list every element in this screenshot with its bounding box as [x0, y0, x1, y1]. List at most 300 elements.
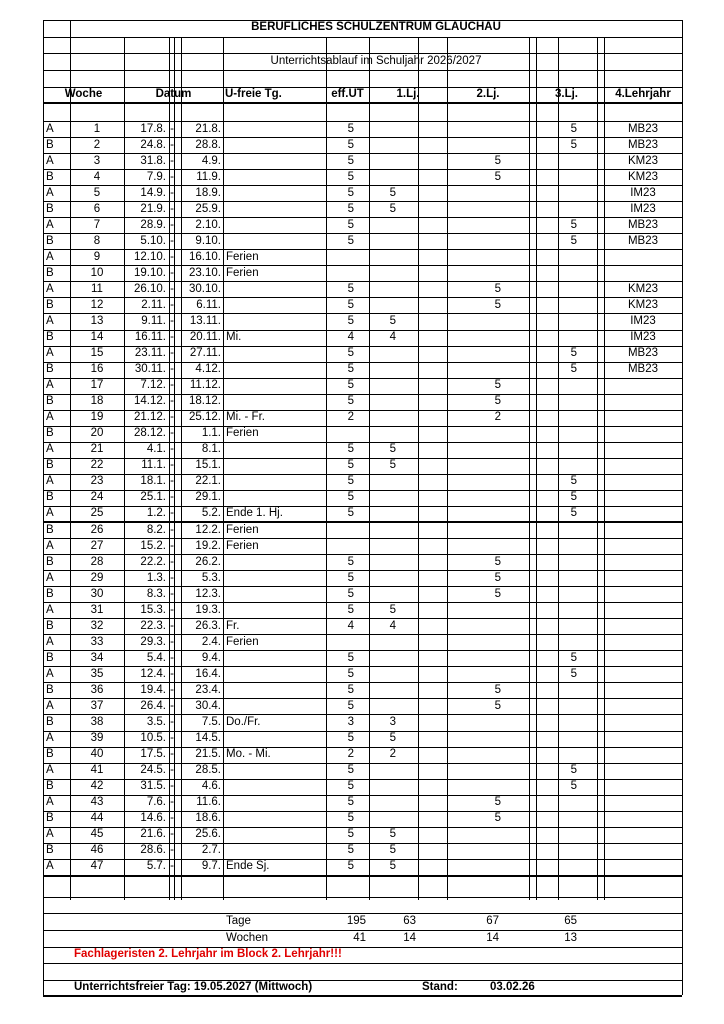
row-week-number: 26 [90, 524, 104, 536]
row-lj3: 5 [570, 507, 577, 519]
row-date-to: 25.6. [195, 828, 221, 840]
row-date-from: 23.11. [134, 347, 166, 359]
row-date-from: 9.11. [141, 315, 166, 327]
totals-tage-lj2: 67 [486, 915, 499, 927]
row-date-from: 22.3. [140, 620, 166, 632]
row-date-from: 19.4. [140, 684, 166, 696]
row-lj4: MB23 [627, 139, 659, 151]
row-week-number: 38 [90, 716, 104, 728]
row-date-to: 13.11. [189, 315, 221, 327]
row-date-to: 16.10. [189, 251, 221, 263]
row-lj1: 4 [389, 331, 396, 343]
row-note: Do./Fr. [226, 716, 261, 728]
row-date-dash: - [170, 556, 174, 568]
row-ab-week: A [46, 123, 54, 135]
row-week-number: 34 [90, 652, 104, 664]
row-date-from: 8.2. [146, 524, 166, 536]
row-lj1: 2 [389, 748, 396, 760]
row-lj2: 5 [494, 700, 501, 712]
row-effut: 5 [347, 796, 354, 808]
col-header-datum: Datum [155, 88, 192, 100]
row-lj3: 5 [570, 668, 577, 680]
row-effut: 5 [347, 700, 354, 712]
row-lj4: MB23 [627, 219, 659, 231]
row-lj1: 3 [389, 716, 396, 728]
stand-label: Stand: [422, 981, 458, 993]
row-date-to: 4.9. [201, 155, 221, 167]
row-ab-week: B [46, 524, 54, 536]
row-lj2: 5 [494, 395, 501, 407]
row-date-from: 11.1. [141, 459, 166, 471]
row-date-to: 20.11. [189, 331, 221, 343]
row-lj4: MB23 [627, 363, 659, 375]
row-lj4: MB23 [627, 123, 659, 135]
row-date-dash: - [170, 411, 174, 423]
row-date-from: 17.8. [140, 123, 166, 135]
row-date-to: 9.10. [195, 235, 221, 247]
row-ab-week: B [46, 716, 54, 728]
row-effut: 5 [347, 395, 354, 407]
row-date-dash: - [170, 588, 174, 600]
header-rule [43, 37, 682, 38]
row-effut: 5 [347, 155, 354, 167]
row-note: Fr. [226, 620, 240, 632]
row-date-from: 22.2. [140, 556, 166, 568]
row-date-from: 1.2. [146, 507, 166, 519]
row-date-from: 5.4. [146, 652, 166, 664]
row-date-to: 5.3. [201, 572, 221, 584]
row-date-dash: - [170, 716, 174, 728]
row-lj2: 5 [494, 379, 501, 391]
row-lj4: MB23 [627, 235, 659, 247]
row-date-to: 9.7. [201, 860, 221, 872]
row-ab-week: B [46, 395, 54, 407]
row-date-dash: - [170, 315, 174, 327]
row-week-number: 32 [90, 620, 104, 632]
totals-wochen-lj2: 14 [486, 932, 499, 944]
row-date-to: 26.3. [195, 620, 221, 632]
row-date-dash: - [170, 620, 174, 632]
row-week-number: 31 [90, 604, 104, 616]
row-note: Ferien [226, 540, 259, 552]
row-week-number: 39 [90, 732, 104, 744]
row-effut: 5 [347, 171, 354, 183]
row-date-from: 2.11. [141, 299, 166, 311]
row-date-to: 4.12. [195, 363, 221, 375]
row-ab-week: A [46, 700, 54, 712]
row-date-to: 21.5. [195, 748, 221, 760]
row-date-to: 28.5. [195, 764, 221, 776]
row-effut: 5 [347, 283, 354, 295]
school-title: BERUFLICHES SCHULZENTRUM GLAUCHAU [251, 21, 501, 33]
row-date-to: 1.1. [201, 427, 221, 439]
row-effut: 5 [347, 780, 354, 792]
row-date-dash: - [170, 203, 174, 215]
row-date-dash: - [170, 171, 174, 183]
row-effut: 5 [347, 507, 354, 519]
row-date-dash: - [170, 796, 174, 808]
row-week-number: 22 [90, 459, 104, 471]
row-date-from: 24.8. [140, 139, 166, 151]
row-date-to: 12.3. [195, 588, 221, 600]
row-effut: 5 [347, 556, 354, 568]
row-date-from: 8.3. [146, 588, 166, 600]
row-lj1: 4 [389, 620, 396, 632]
row-date-dash: - [170, 459, 174, 471]
row-note: Mi. [226, 331, 242, 343]
row-date-from: 28.12. [134, 427, 166, 439]
row-date-from: 1.3. [146, 572, 166, 584]
row-date-from: 26.10. [134, 283, 166, 295]
row-date-dash: - [170, 668, 174, 680]
row-note: Ferien [226, 524, 259, 536]
row-ab-week: B [46, 139, 54, 151]
row-ab-week: B [46, 427, 54, 439]
row-effut: 5 [347, 604, 354, 616]
row-week-number: 41 [90, 764, 104, 776]
row-date-from: 16.11. [134, 331, 166, 343]
row-date-dash: - [170, 331, 174, 343]
stand-date: 03.02.26 [490, 981, 535, 993]
row-lj4: KM23 [627, 283, 659, 295]
row-effut: 2 [347, 411, 354, 423]
row-week-number: 37 [90, 700, 104, 712]
row-ab-week: A [46, 251, 54, 263]
row-lj2: 5 [494, 299, 501, 311]
row-date-to: 8.1. [201, 443, 221, 455]
row-effut: 5 [347, 379, 354, 391]
row-date-from: 21.12. [134, 411, 166, 423]
row-effut: 5 [347, 299, 354, 311]
row-week-number: 33 [90, 636, 104, 648]
row-effut: 5 [347, 187, 354, 199]
row-lj3: 5 [570, 491, 577, 503]
row-lj3: 5 [570, 475, 577, 487]
row-date-from: 12.10. [134, 251, 166, 263]
row-week-number: 8 [93, 235, 101, 247]
row-week-number: 14 [90, 331, 104, 343]
outer-bottom-border [43, 995, 682, 997]
row-date-dash: - [170, 652, 174, 664]
row-lj2: 5 [494, 796, 501, 808]
row-effut: 5 [347, 203, 354, 215]
row-date-to: 30.4. [195, 700, 221, 712]
row-lj3: 5 [570, 780, 577, 792]
row-week-number: 30 [90, 588, 104, 600]
row-lj4: KM23 [627, 299, 659, 311]
row-week-number: 21 [90, 443, 104, 455]
row-date-to: 16.4. [195, 668, 221, 680]
row-effut: 5 [347, 363, 354, 375]
row-week-number: 10 [90, 267, 104, 279]
row-ab-week: A [46, 732, 54, 744]
row-date-dash: - [170, 251, 174, 263]
row-date-to: 6.11. [196, 299, 221, 311]
row-effut: 5 [347, 235, 354, 247]
row-date-from: 14.12. [134, 395, 166, 407]
row-lj3: 5 [570, 363, 577, 375]
row-ab-week: B [46, 844, 54, 856]
row-date-from: 28.9. [140, 219, 166, 231]
row-date-to: 12.2. [195, 524, 221, 536]
row-lj1: 5 [389, 203, 396, 215]
row-date-to: 22.1. [195, 475, 221, 487]
row-ab-week: A [46, 636, 54, 648]
row-ab-week: B [46, 171, 54, 183]
row-lj4: IM23 [630, 315, 656, 327]
row-effut: 5 [347, 443, 354, 455]
row-date-dash: - [170, 299, 174, 311]
row-ab-week: A [46, 860, 54, 872]
row-effut: 3 [347, 716, 354, 728]
row-week-number: 44 [90, 812, 104, 824]
row-week-number: 45 [90, 828, 104, 840]
row-date-from: 30.11. [134, 363, 166, 375]
row-week-number: 24 [90, 491, 104, 503]
row-date-to: 2.4. [201, 636, 221, 648]
row-date-to: 11.12. [189, 379, 221, 391]
row-week-number: 40 [90, 748, 104, 760]
col-header-lj2: 2.Lj. [476, 88, 500, 100]
totals-wochen-lj3: 13 [564, 932, 577, 944]
row-date-to: 5.2. [201, 507, 221, 519]
row-effut: 5 [347, 459, 354, 471]
col-header-lj4: 4.Lehrjahr [615, 88, 671, 100]
row-date-dash: - [170, 700, 174, 712]
row-ab-week: B [46, 235, 54, 247]
row-effut: 5 [347, 475, 354, 487]
row-effut: 5 [347, 684, 354, 696]
row-lj2: 5 [494, 572, 501, 584]
row-lj2: 5 [494, 283, 501, 295]
row-week-number: 5 [93, 187, 101, 199]
row-ab-week: A [46, 187, 54, 199]
row-date-to: 18.6. [195, 812, 221, 824]
row-date-dash: - [170, 828, 174, 840]
row-lj4: IM23 [630, 203, 656, 215]
row-week-number: 15 [90, 347, 104, 359]
row-date-dash: - [170, 812, 174, 824]
totals-rule [43, 963, 682, 964]
row-lj2: 5 [494, 155, 501, 167]
row-ab-week: A [46, 828, 54, 840]
row-date-from: 12.4. [140, 668, 166, 680]
row-ab-week: B [46, 203, 54, 215]
row-lj3: 5 [570, 764, 577, 776]
row-date-to: 14.5. [195, 732, 221, 744]
totals-wochen-lj1: 14 [403, 932, 416, 944]
row-ab-week: A [46, 540, 54, 552]
row-week-number: 36 [90, 684, 104, 696]
column-rule [597, 37, 598, 900]
row-date-dash: - [170, 748, 174, 760]
row-week-number: 20 [90, 427, 104, 439]
row-date-to: 4.6. [201, 780, 221, 792]
row-lj3: 5 [570, 123, 577, 135]
row-lj1: 5 [389, 459, 396, 471]
row-ab-week: B [46, 363, 54, 375]
row-lj4: MB23 [627, 347, 659, 359]
row-ab-week: A [46, 796, 54, 808]
row-date-dash: - [170, 491, 174, 503]
row-date-to: 28.8. [195, 139, 221, 151]
row-week-number: 43 [90, 796, 104, 808]
row-lj1: 5 [389, 828, 396, 840]
row-ab-week: A [46, 411, 54, 423]
col-header-ufrei: U-freie Tg. [225, 88, 282, 100]
row-date-from: 14.9. [140, 187, 166, 199]
row-date-dash: - [170, 219, 174, 231]
row-effut: 4 [347, 620, 354, 632]
row-date-dash: - [170, 379, 174, 391]
row-date-dash: - [170, 347, 174, 359]
row-lj3: 5 [570, 235, 577, 247]
row-week-number: 46 [90, 844, 104, 856]
row-week-number: 17 [90, 379, 104, 391]
row-lj2: 5 [494, 588, 501, 600]
row-date-to: 2.7. [201, 844, 221, 856]
row-date-to: 9.4. [201, 652, 221, 664]
row-lj3: 5 [570, 139, 577, 151]
row-date-from: 18.1. [140, 475, 166, 487]
row-date-dash: - [170, 363, 174, 375]
row-effut: 5 [347, 812, 354, 824]
schedule-subtitle: Unterrichtsablauf im Schuljahr 2026/2027 [270, 55, 482, 67]
row-lj1: 5 [389, 860, 396, 872]
row-date-to: 27.11. [189, 347, 221, 359]
row-date-dash: - [170, 636, 174, 648]
row-note: Mo. - Mi. [226, 748, 271, 760]
row-effut: 5 [347, 652, 354, 664]
row-week-number: 28 [90, 556, 104, 568]
row-week-number: 23 [90, 475, 104, 487]
row-ab-week: A [46, 347, 54, 359]
row-lj4: IM23 [630, 187, 656, 199]
body-bottom-rule [43, 875, 682, 877]
row-date-from: 5.7. [146, 860, 166, 872]
row-ab-week: B [46, 780, 54, 792]
row-date-from: 25.1. [140, 491, 166, 503]
row-effut: 5 [347, 315, 354, 327]
row-lj3: 5 [570, 652, 577, 664]
row-lj2: 5 [494, 556, 501, 568]
row-lj1: 5 [389, 604, 396, 616]
row-date-from: 31.8. [140, 155, 166, 167]
half-year-rule [43, 521, 682, 523]
row-lj1: 5 [389, 315, 396, 327]
row-note: Ende 1. Hj. [226, 507, 283, 519]
row-date-to: 23.10. [189, 267, 221, 279]
row-date-to: 18.12. [189, 395, 221, 407]
row-date-to: 15.1. [195, 459, 221, 471]
totals-wochen-label: Wochen [226, 932, 268, 944]
totals-wochen-effut: 41 [353, 932, 366, 944]
row-week-number: 35 [90, 668, 104, 680]
row-date-from: 10.5. [140, 732, 166, 744]
row-date-from: 24.5. [140, 764, 166, 776]
row-effut: 5 [347, 588, 354, 600]
row-ab-week: B [46, 267, 54, 279]
row-week-number: 13 [90, 315, 104, 327]
column-rule [418, 37, 419, 900]
row-date-from: 7.12. [140, 379, 166, 391]
row-ab-week: A [46, 379, 54, 391]
totals-tage-effut: 195 [346, 915, 366, 927]
row-ab-week: A [46, 155, 54, 167]
row-effut: 5 [347, 860, 354, 872]
row-ab-week: B [46, 556, 54, 568]
row-date-dash: - [170, 860, 174, 872]
row-date-from: 14.6. [140, 812, 166, 824]
row-effut: 5 [347, 139, 354, 151]
free-day-note: Unterrichtsfreier Tag: 19.05.2027 (Mittwoch) [74, 981, 313, 993]
row-date-dash: - [170, 475, 174, 487]
row-date-to: 11.9. [196, 171, 221, 183]
row-date-from: 31.5. [140, 780, 166, 792]
row-effut: 4 [347, 331, 354, 343]
row-date-dash: - [170, 443, 174, 455]
row-date-to: 25.12. [189, 411, 221, 423]
row-date-dash: - [170, 267, 174, 279]
row-ab-week: B [46, 652, 54, 664]
row-date-from: 7.9. [146, 171, 166, 183]
row-date-from: 21.9. [140, 203, 166, 215]
row-lj2: 5 [494, 684, 501, 696]
block-notice: Fachlageristen 2. Lehrjahr im Block 2. Lehrjahr!!! [74, 948, 342, 960]
row-date-dash: - [170, 524, 174, 536]
row-effut: 5 [347, 828, 354, 840]
row-date-to: 21.8. [195, 123, 221, 135]
totals-tage-lj3: 65 [564, 915, 577, 927]
row-note: Ferien [226, 251, 259, 263]
row-effut: 5 [347, 347, 354, 359]
row-ab-week: A [46, 572, 54, 584]
row-date-from: 17.5. [140, 748, 166, 760]
row-ab-week: B [46, 684, 54, 696]
row-ab-week: A [46, 475, 54, 487]
row-effut: 5 [347, 572, 354, 584]
row-lj1: 5 [389, 732, 396, 744]
row-effut: 5 [347, 844, 354, 856]
row-date-dash: - [170, 732, 174, 744]
row-date-to: 2.10. [195, 219, 221, 231]
row-week-number: 6 [93, 203, 101, 215]
row-date-dash: - [170, 235, 174, 247]
row-lj2: 2 [494, 411, 501, 423]
row-date-dash: - [170, 507, 174, 519]
row-week-number: 16 [90, 363, 104, 375]
outer-right-border [682, 20, 683, 995]
row-date-from: 28.6. [140, 844, 166, 856]
row-date-from: 21.6. [140, 828, 166, 840]
row-ab-week: A [46, 443, 54, 455]
col-header-effut: eff.UT [331, 88, 364, 100]
row-lj2: 5 [494, 171, 501, 183]
row-lj1: 5 [389, 844, 396, 856]
row-lj2: 5 [494, 812, 501, 824]
row-effut: 5 [347, 764, 354, 776]
row-note: Ferien [226, 636, 259, 648]
row-date-dash: - [170, 604, 174, 616]
row-date-to: 11.6. [196, 796, 221, 808]
row-date-from: 19.10. [134, 267, 166, 279]
row-date-dash: - [170, 139, 174, 151]
row-date-to: 30.10. [189, 283, 221, 295]
row-date-from: 15.2. [140, 540, 166, 552]
row-date-from: 7.6. [146, 796, 166, 808]
row-ab-week: A [46, 219, 54, 231]
row-ab-week: B [46, 299, 54, 311]
